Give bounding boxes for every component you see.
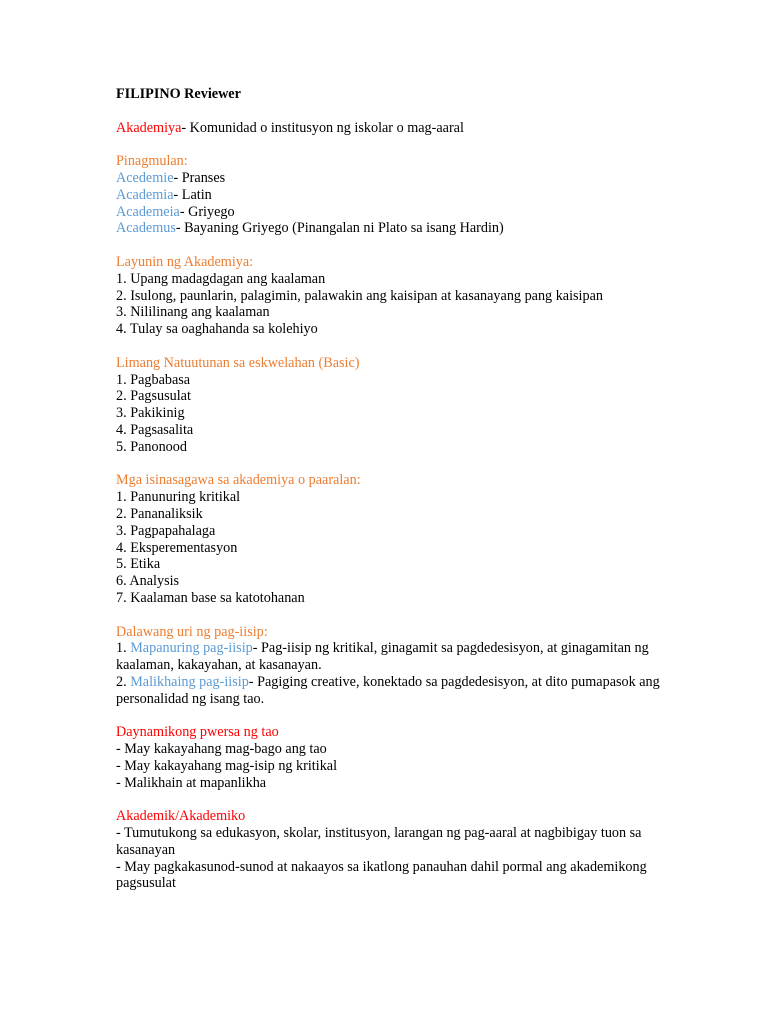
dalawang-text: - Pag-iisip ng kritikal, ginagamit sa pagdedesisyon, at ginagamitan ng kaalaman, kakayahan, at kasanayan. (116, 640, 649, 674)
layunin-item: 2. Isulong, paunlarin, palagimin, palawakin ang kaisipan at kasanayang pang kaisipan (116, 287, 603, 304)
limang-heading: Limang Natuutunan sa eskwelahan (Basic) (116, 354, 360, 371)
pinagmulan-item (116, 204, 676, 221)
dalawang-term: Malikhaing pag-iisip (130, 673, 249, 690)
limang-item: 1. Pagbabasa (116, 371, 191, 388)
akademiya-text: - Komunidad o institusyon ng iskolar o mag-aaral (181, 119, 464, 136)
daynamiko-item: - May kakayahang mag-isip ng kritikal (116, 757, 338, 774)
document-page (116, 86, 676, 892)
dalawang-num: 1. (116, 640, 131, 657)
pinagmulan-item (116, 170, 676, 187)
isinasagawa-heading: Mga isinasagawa sa akademiya o paaralan: (116, 472, 361, 489)
dalawang-item (116, 674, 676, 708)
page-title: FILIPINO Reviewer (116, 86, 241, 102)
pinagmulan-term: Academeia (116, 203, 180, 220)
isinasagawa-item: 6. Analysis (116, 573, 180, 590)
pinagmulan-item (116, 220, 676, 237)
dalawang-text: - Pagiging creative, konektado sa pagdedesisyon, at dito pumapasok ang personalidad ng isang tao. (116, 673, 660, 707)
pinagmulan-text: - Latin (173, 186, 212, 203)
pinagmulan-item (116, 187, 676, 204)
isinasagawa-item: 3. Pagpapahalaga (116, 522, 216, 539)
akademik-item: - May pagkakasunod-sunod at nakaayos sa ikatlong panauhan dahil pormal ang akademikong pagsusulat (116, 858, 647, 892)
pinagmulan-term: Academus (116, 220, 176, 237)
layunin-heading: Layunin ng Akademiya: (116, 253, 254, 270)
limang-item: 3. Pakikinig (116, 405, 185, 422)
dalawang-term: Mapanuring pag-iisip (130, 640, 253, 657)
dalawang-item (116, 640, 676, 674)
pinagmulan-text: - Pranses (173, 169, 226, 186)
pinagmulan-text: - Bayaning Griyego (Pinangalan ni Plato sa isang Hardin) (175, 220, 504, 237)
dalawang-heading: Dalawang uri ng pag-iisip: (116, 623, 268, 640)
pinagmulan-term: Acedemie (116, 169, 174, 186)
isinasagawa-item: 7. Kaalaman base sa katotohanan (116, 589, 305, 606)
isinasagawa-item: 4. Eksperementasyon (116, 539, 238, 556)
limang-item: 5. Panonood (116, 438, 187, 455)
akademiya-term: Akademiya (116, 119, 182, 136)
akademiya-definition (116, 120, 676, 137)
akademik-item: - Tumutukong sa edukasyon, skolar, institusyon, larangan ng pag-aaral at nagbibigay tuon sa kasanayan (116, 825, 642, 858)
daynamiko-item: - May kakayahang mag-bago ang tao (116, 741, 327, 758)
layunin-item: 3. Nililinang ang kaalaman (116, 304, 270, 321)
pinagmulan-term: Academia (116, 186, 174, 203)
isinasagawa-item: 1. Panunuring kritikal (116, 489, 241, 506)
dalawang-num: 2. (116, 673, 131, 690)
layunin-item: 1. Upang madagdagan ang kaalaman (116, 270, 326, 287)
limang-item: 4. Pagsasalita (116, 421, 194, 438)
pinagmulan-text: - Griyego (179, 203, 235, 220)
isinasagawa-item: 2. Pananaliksik (116, 505, 203, 522)
isinasagawa-item: 5. Etika (116, 556, 161, 573)
pinagmulan-heading: Pinagmulan: (116, 153, 188, 170)
limang-item: 2. Pagsusulat (116, 388, 191, 405)
layunin-item: 4. Tulay sa oaghahanda sa kolehiyo (116, 321, 318, 338)
daynamiko-item: - Malikhain at mapanlikha (116, 774, 267, 791)
akademik-heading: Akademik/Akademiko (116, 808, 246, 825)
daynamiko-heading: Daynamikong pwersa ng tao (116, 724, 279, 741)
